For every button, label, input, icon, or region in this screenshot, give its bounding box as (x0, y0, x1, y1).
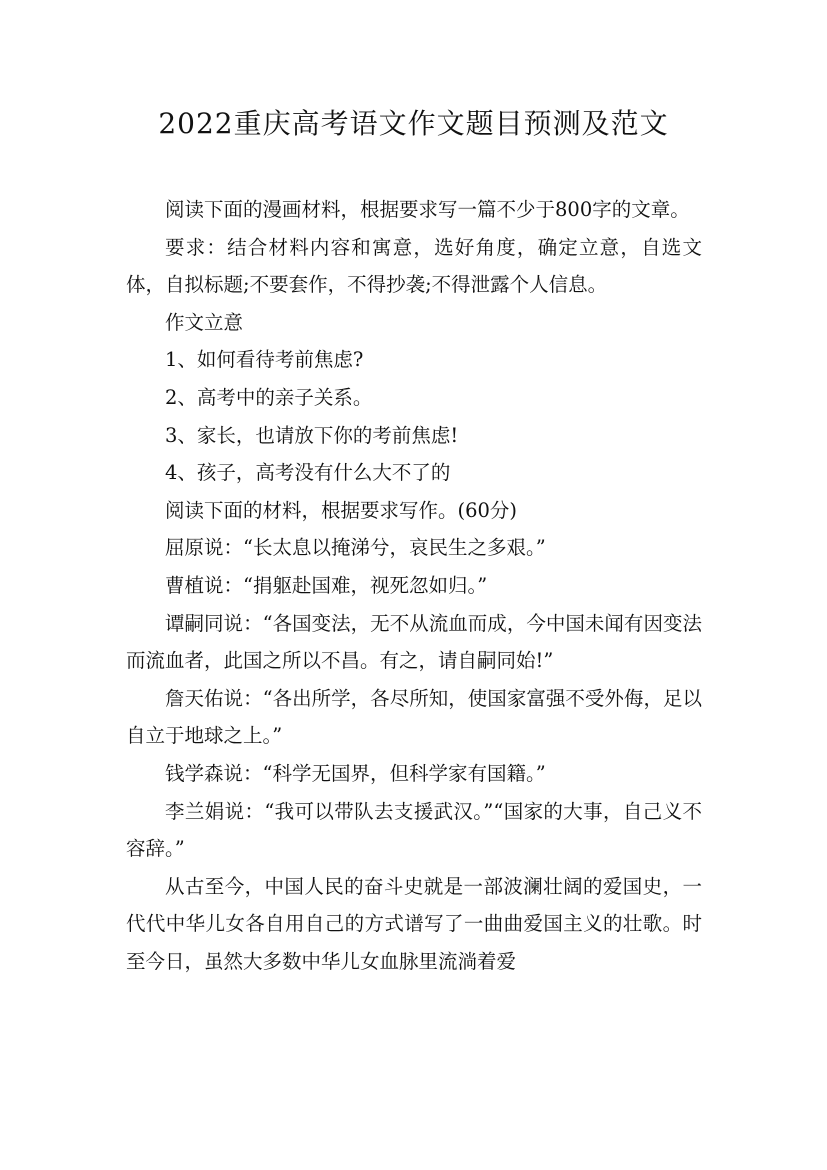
paragraph-quote-quyuan: 屈原说：“长太息以掩涕兮，哀民生之多艰。” (165, 536, 546, 560)
paragraph-prompt: 阅读下面的漫画材料，根据要求写一篇不少于800字的文章。 (165, 198, 690, 221)
paragraph-idea-3: 3、家长，也请放下你的考前焦虑! (165, 423, 459, 447)
paragraph-idea-2: 2、高考中的亲子关系。 (165, 385, 373, 409)
paragraph-requirements: 要求：结合材料内容和寓意，选好角度，确定立意，自选文体，自拟标题;不要套作，不得抄袭;不得泄露个人信息。 (126, 235, 702, 297)
paragraph-essay-start: 从古至今，中国人民的奋斗史就是一部波澜壮阔的爱国史，一代代中华儿女各自用自己的方式谱写了一曲曲爱国主义的壮歌。时至今日，虽然大多数中华儿女血脉里流淌着爱 (126, 874, 702, 973)
paragraph-prompt-2: 阅读下面的材料，根据要求写作。(60分) (165, 498, 518, 522)
paragraph-quote-lilanjuan: 李兰娟说：“我可以带队去支援武汉。”“国家的大事，自己义不容辞。” (126, 799, 702, 861)
paragraph-idea-1: 1、如何看待考前焦虑? (165, 348, 364, 372)
paragraph-quote-qianxuesen: 钱学森说：“科学无国界，但科学家有国籍。” (165, 761, 546, 785)
document-body (126, 191, 702, 980)
paragraph-heading-ideas: 作文立意 (165, 310, 244, 334)
paragraph-quote-caozhi: 曹植说：“捐躯赴国难，视死忽如归。” (165, 573, 488, 597)
paragraph-quote-tansitong: 谭嗣同说：“各国变法，无不从流血而成，今中国未闻有因变法而流血者，此国之所以不昌。有之，请自嗣同始!” (126, 611, 702, 673)
paragraph-quote-zhantianyou: 詹天佑说：“各出所学，各尽所知，使国家富强不受外侮，足以自立于地球之上。” (126, 686, 702, 748)
paragraph-idea-4: 4、孩子，高考没有什么大不了的 (165, 461, 451, 485)
document-title: 2022重庆高考语文作文题目预测及范文 (158, 107, 669, 140)
